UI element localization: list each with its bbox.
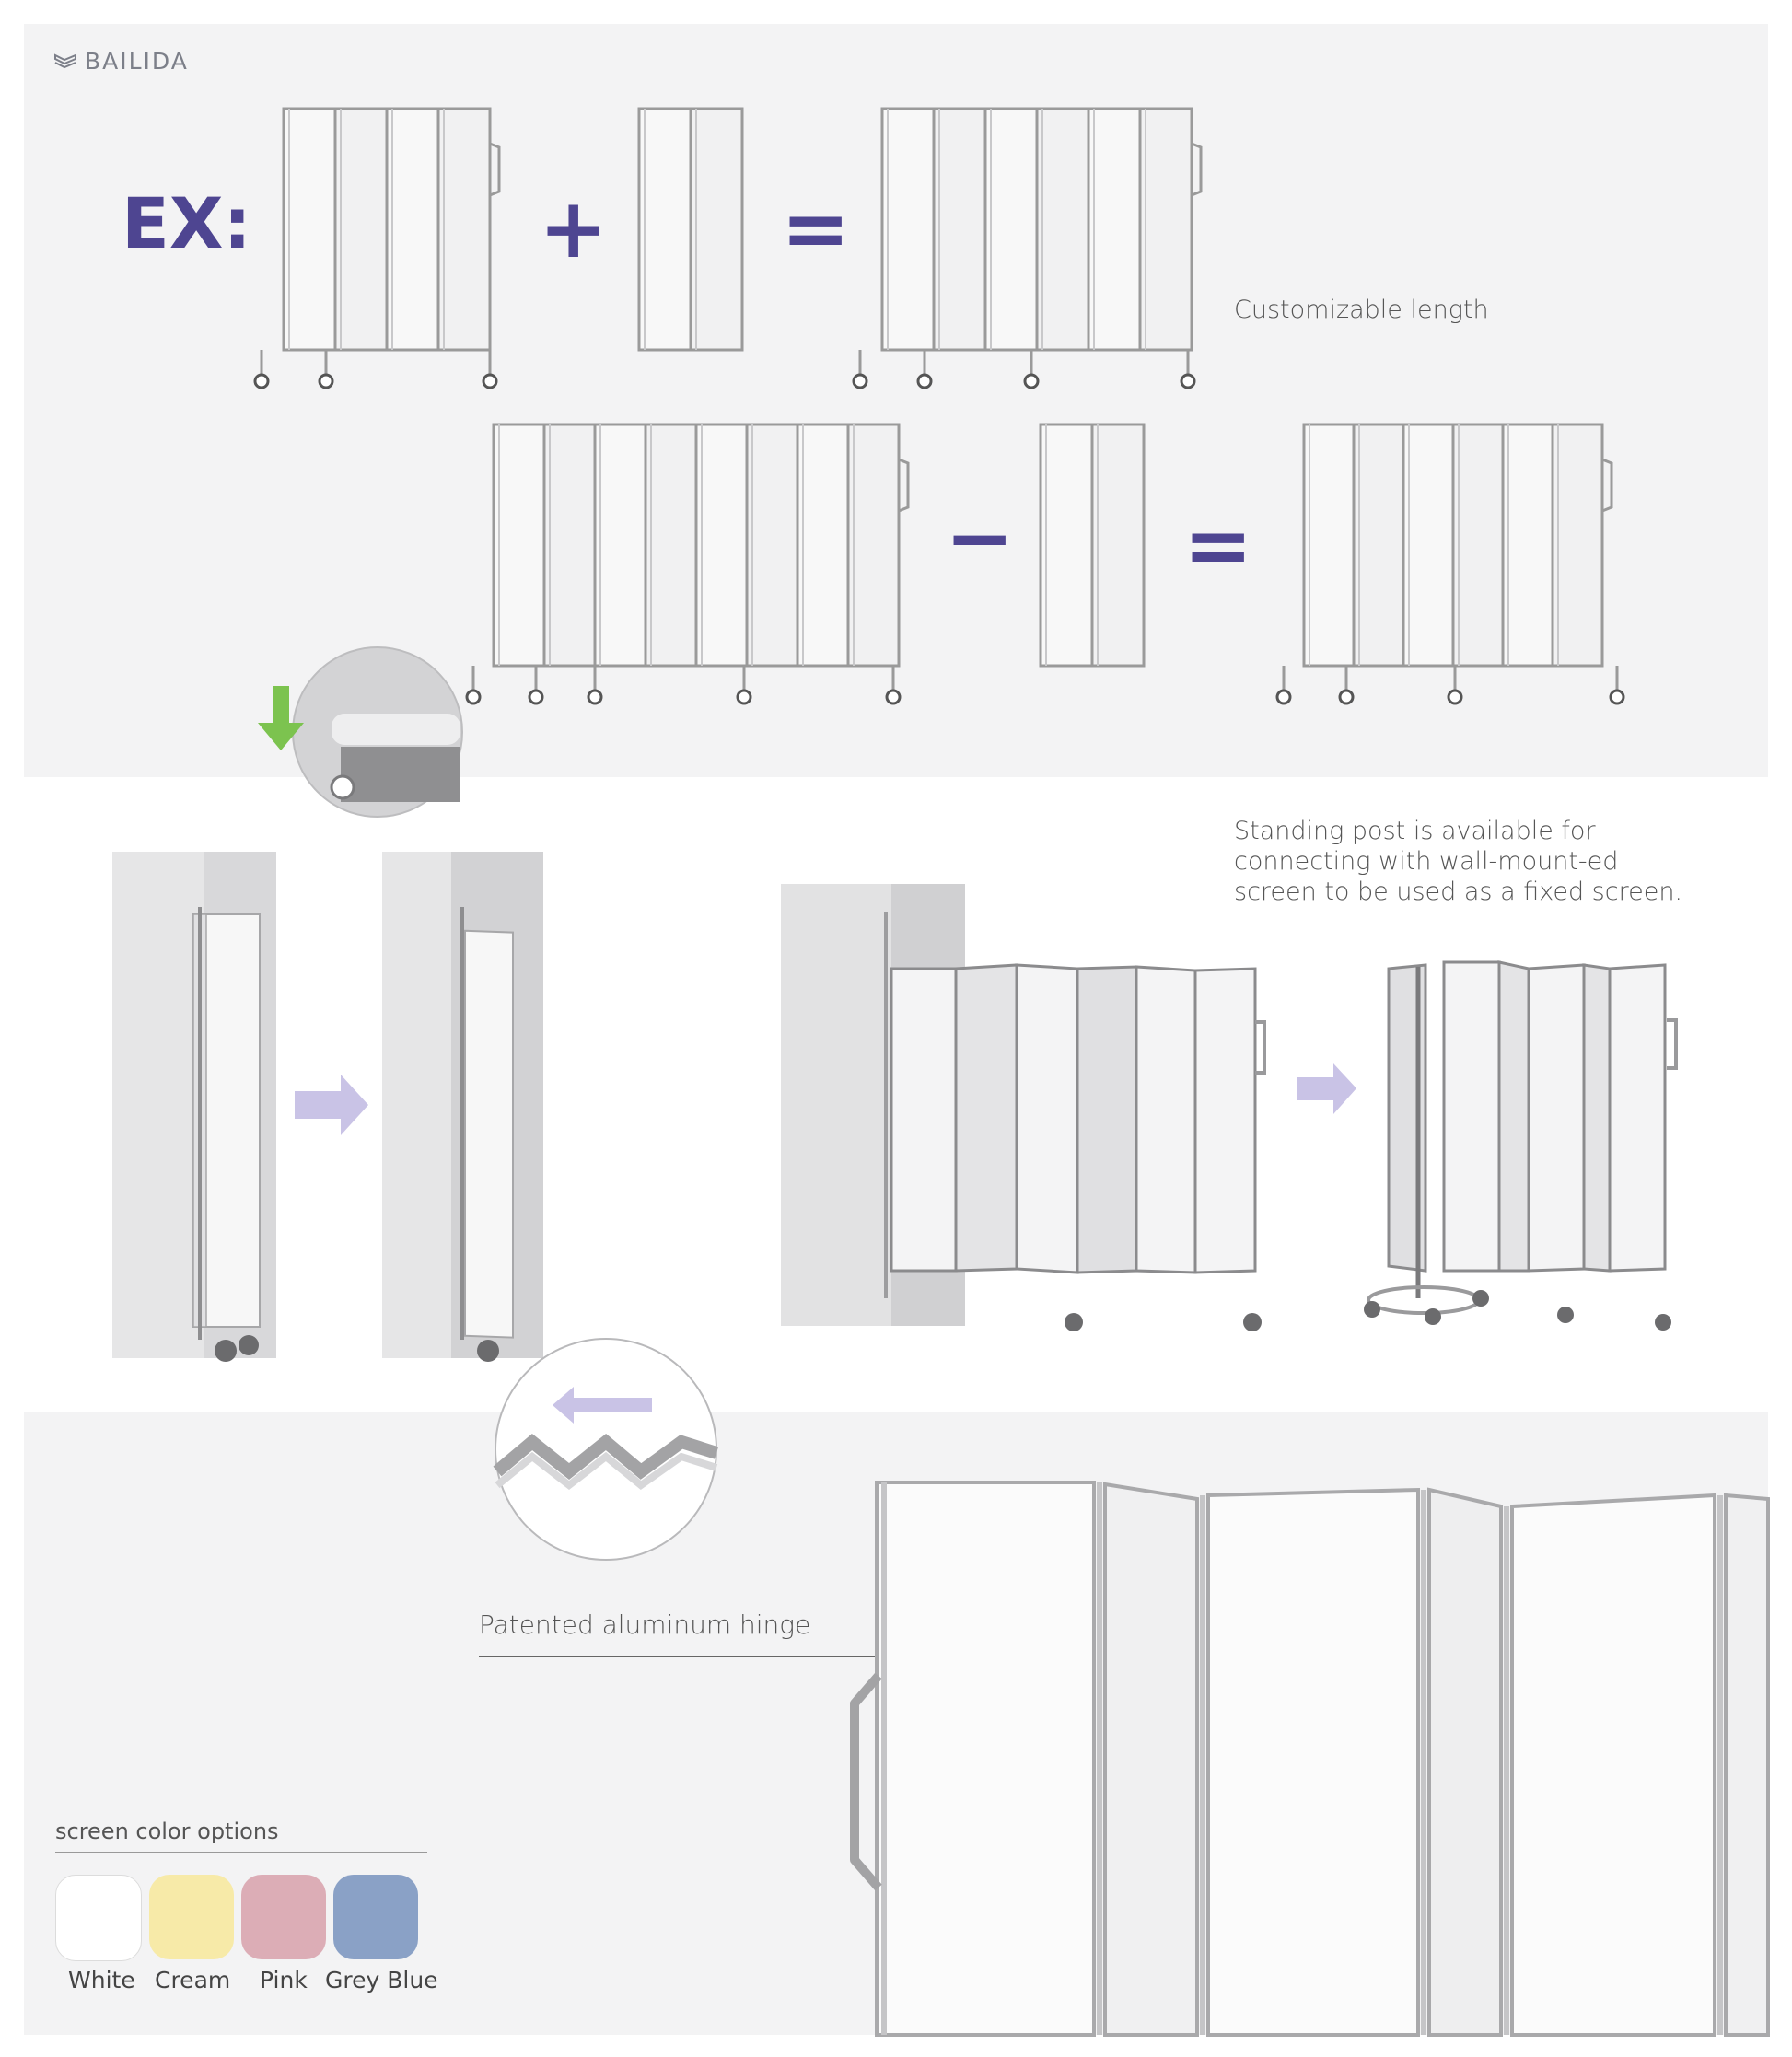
color-options-title: screen color options: [55, 1819, 279, 1844]
caster-wheel: [588, 691, 601, 703]
caster-wheel: [1025, 375, 1038, 388]
brand-name: BAILIDA: [85, 48, 189, 75]
screen-panel: [691, 109, 742, 350]
screen-2-panel-add: [635, 103, 746, 361]
caster-wheel: [483, 375, 496, 388]
screen-2-panel-remove: [1037, 419, 1147, 677]
hinge-detail-illustration: [477, 1333, 753, 1573]
screen-panel: [335, 109, 387, 350]
arrow-right-icon: [1297, 1063, 1356, 1114]
swatch-label-pink: Pink: [260, 1967, 308, 1993]
standing-post-line-2: connecting with wall-mount-ed: [1234, 847, 1619, 876]
caster-wheel: [255, 375, 268, 388]
plus-sign: +: [539, 180, 609, 277]
standing-post-line-3: screen to be used as a fixed screen.: [1234, 877, 1683, 906]
screen-panel: [934, 109, 985, 350]
color-options-divider: [55, 1852, 427, 1853]
screen-panel: [387, 109, 438, 350]
screen-panel: [595, 424, 646, 666]
screen-panel: [494, 424, 544, 666]
equals-sign-2: =: [1183, 497, 1253, 594]
screen-panel: [848, 424, 899, 666]
screen-panel: [1041, 424, 1092, 666]
swatch-label-white: White: [68, 1967, 135, 1993]
screen-panel: [696, 424, 747, 666]
screen-panel: [438, 109, 490, 350]
standing-post-line-1: Standing post is available for: [1234, 817, 1596, 845]
equals-sign-1: =: [781, 180, 851, 277]
hinge-caption: Patented aluminum hinge: [479, 1610, 811, 1640]
wall-mount-illustration: [101, 677, 562, 1358]
screen-panel: [985, 109, 1037, 350]
screen-panel: [1503, 424, 1553, 666]
screen-panel: [1553, 424, 1602, 666]
caster-wheel: [738, 691, 751, 703]
screen-panel: [284, 109, 335, 350]
screen-panel: [882, 109, 934, 350]
screen-panel: [1403, 424, 1453, 666]
swatch-label-cream: Cream: [155, 1967, 231, 1993]
caster-wheel: [1340, 691, 1353, 703]
screen-panel: [1453, 424, 1503, 666]
caster-wheel: [320, 375, 332, 388]
screen-panel: [797, 424, 848, 666]
screen-panel: [646, 424, 696, 666]
screen-6-panel: [840, 103, 1208, 398]
screen-panel: [1037, 109, 1088, 350]
minus-sign: −: [945, 490, 1015, 587]
screen-panel: [639, 109, 691, 350]
swatch-pink[interactable]: [241, 1875, 326, 1959]
brand-logo: [53, 48, 189, 75]
caster-wheel: [854, 375, 867, 388]
screen-panel: [1140, 109, 1192, 350]
screen-panel: [1088, 109, 1140, 350]
swatch-white[interactable]: [55, 1875, 142, 1961]
screen-6-panel-result: [1271, 419, 1639, 714]
brand-logo-icon: [53, 52, 77, 72]
customizable-length-caption: Customizable length: [1234, 296, 1489, 324]
swatch-grey-blue[interactable]: [333, 1875, 418, 1959]
swatch-label-grey-blue: Grey Blue: [325, 1967, 438, 1993]
screen-panel: [1354, 424, 1403, 666]
screen-4-panel: [249, 103, 506, 398]
screen-panel: [544, 424, 595, 666]
caster-wheel: [1181, 375, 1194, 388]
standing-post-illustration: [781, 884, 1702, 1344]
example-label: EX:: [122, 182, 251, 264]
caster-wheel: [887, 691, 900, 703]
caster-wheel: [1277, 691, 1290, 703]
screen-panel: [1092, 424, 1144, 666]
screen-panel: [1304, 424, 1354, 666]
caster-wheel: [918, 375, 931, 388]
screen-panel: [747, 424, 797, 666]
caster-wheel: [1449, 691, 1461, 703]
caster-wheel: [1611, 691, 1623, 703]
arrow-right-icon: [295, 1075, 368, 1135]
swatch-cream[interactable]: [149, 1875, 234, 1959]
screen-closeup-illustration: [829, 1473, 1768, 2035]
screen-8-panel: [460, 419, 912, 714]
